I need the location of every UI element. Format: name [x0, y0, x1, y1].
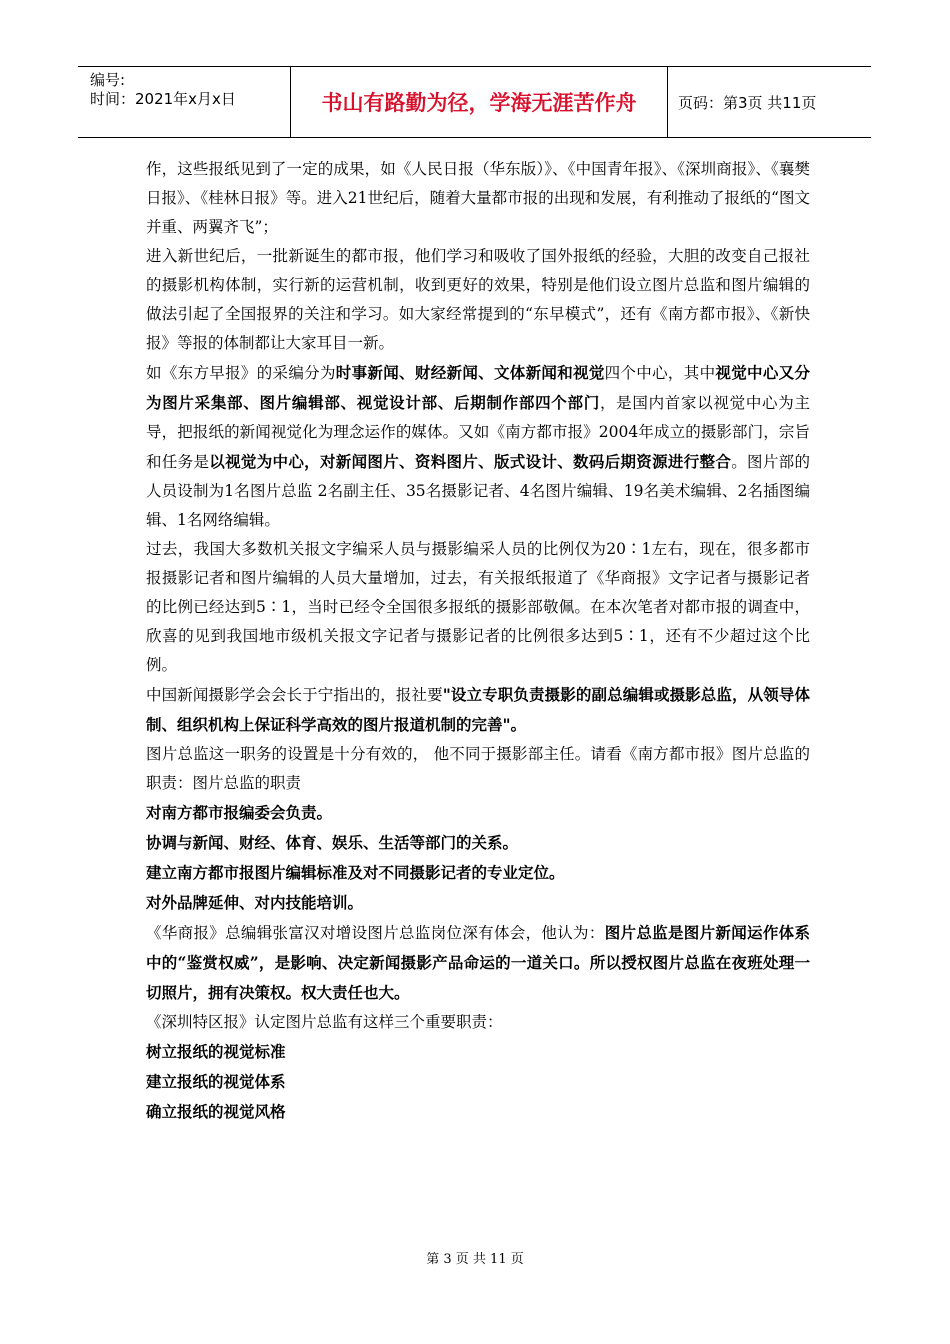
text-run: 进入新世纪后，一批新诞生的都市报，他们学习和吸收了国外报纸的经验，大胆的改变自己报社的摄影机构体制，实行新的运营机制，收到更好的效果，特别是他们设立图片总监和图片编辑的做法引起了全国报界的关注和学习。如大家经常提到的“东早模式”，还有《南方都市报》、《新快报》等报的体制都让大家耳目一新。 [146, 247, 810, 352]
body-paragraph [146, 798, 810, 828]
bold-text: 建立报纸的视觉体系 [146, 1072, 286, 1091]
text-run: 《华商报》总编辑张富汉对增设图片总监岗位深有体会，他认为： [146, 924, 605, 942]
page-header [78, 66, 871, 138]
body-paragraph [146, 858, 810, 888]
text-run: 如《东方早报》的采编分为 [146, 364, 336, 382]
body-paragraph [146, 1067, 810, 1097]
text-run: 。图片部的人员设制为1名图片总监 2名副主任、35名摄影记者、4名图片编辑、19名美术编辑、2名插图编辑、1名网络编辑。 [146, 453, 810, 529]
body-paragraph [146, 828, 810, 858]
bold-text: 树立报纸的视觉标准 [146, 1042, 286, 1061]
text-run: 四个中心，其中 [604, 364, 716, 382]
bold-text: "设立专职负责摄影的副总编辑或摄影总监，从领导体制、组织机构上保证科学高效的图片报道机制的完善"。 [146, 685, 810, 734]
body-paragraph [146, 155, 810, 242]
bold-text: 确立报纸的视觉风格 [146, 1102, 286, 1121]
page-footer: 第 3 页 共 11 页 [426, 1252, 524, 1267]
text-run: 图片总监这一职务的设置是十分有效的， 他不同于摄影部主任。请看《南方都市报》图片总监的职责：图片总监的职责 [146, 745, 810, 792]
bold-text: 以视觉为中心，对新闻图片、资料图片、版式设计、数码后期资源进行整合 [209, 452, 732, 471]
body-paragraph [146, 740, 810, 798]
body-paragraph [146, 1097, 810, 1127]
header-meta [78, 67, 291, 137]
bold-text: 协调与新闻、财经、体育、娱乐、生活等部门的关系。 [146, 833, 519, 852]
document-body [146, 155, 810, 1127]
body-paragraph [146, 680, 810, 740]
body-paragraph [146, 242, 810, 358]
bold-text: 时事新闻、财经新闻、文体新闻和视觉 [335, 363, 605, 382]
text-run: 作，这些报纸见到了一定的成果，如《人民日报（华东版）》、《中国青年报》、《深圳商报》、《襄樊日报》、《桂林日报》等。进入21世纪后，随着大量都市报的出现和发展，有利推动了报纸的“图文并重、两翼齐飞”； [146, 160, 810, 236]
text-run: 过去，我国大多数机关报文字编采人员与摄影编采人员的比例仅为20∶1左右，现在，很多都市报摄影记者和图片编辑的人员大量增加，过去，有关报纸报道了《华商报》文字记者与摄影记者的比例已经达到5∶1，当时已经令全国很多报纸的摄影部敬佩。在本次笔者对都市报的调查中，欣喜的见到我国地市级机关报文字记者与摄影记者的比例很多达到5∶1，还有不少超过这个比例。 [146, 540, 810, 674]
bold-text: 对南方都市报编委会负责。 [146, 803, 333, 822]
bold-text: 图片总监是图片新闻运作体系中的“鉴赏权威”，是影响、决定新闻摄影产品命运的一道关口。所以授权图片总监在夜班处理一切照片，拥有决策权。权大责任也大。 [146, 923, 810, 1002]
bold-text: 视觉中心又分为图片采集部、图片编辑部、视觉设计部、后期制作部四个部门 [146, 363, 810, 412]
bold-text: 建立南方都市报图片编辑标准及对不同摄影记者的专业定位。 [146, 863, 565, 882]
text-run: ，是国内首家以视觉中心为主导，把报纸的新闻视觉化为理念运作的媒体。又如《南方都市报》2004年成立的摄影部门，宗旨和任务是 [146, 394, 810, 471]
doc-time-label: 时间：2021年x月x日 [90, 90, 236, 108]
text-run: 中国新闻摄影学会会长于宁指出的，报社要 [146, 686, 443, 704]
body-paragraph [146, 1037, 810, 1067]
body-paragraph [146, 535, 810, 680]
header-page-info: 页码：第3页 共11页 [678, 93, 817, 112]
header-motto: 书山有路勤为径，学海无涯苦作舟 [291, 67, 668, 137]
body-paragraph [146, 358, 810, 535]
body-paragraph [146, 1008, 810, 1037]
text-run: 《深圳特区报》认定图片总监有这样三个重要职责： [146, 1013, 503, 1031]
doc-number-label: 编号: [90, 71, 126, 89]
body-paragraph [146, 888, 810, 918]
body-paragraph [146, 918, 810, 1008]
bold-text: 对外品牌延伸、对内技能培训。 [146, 893, 364, 912]
